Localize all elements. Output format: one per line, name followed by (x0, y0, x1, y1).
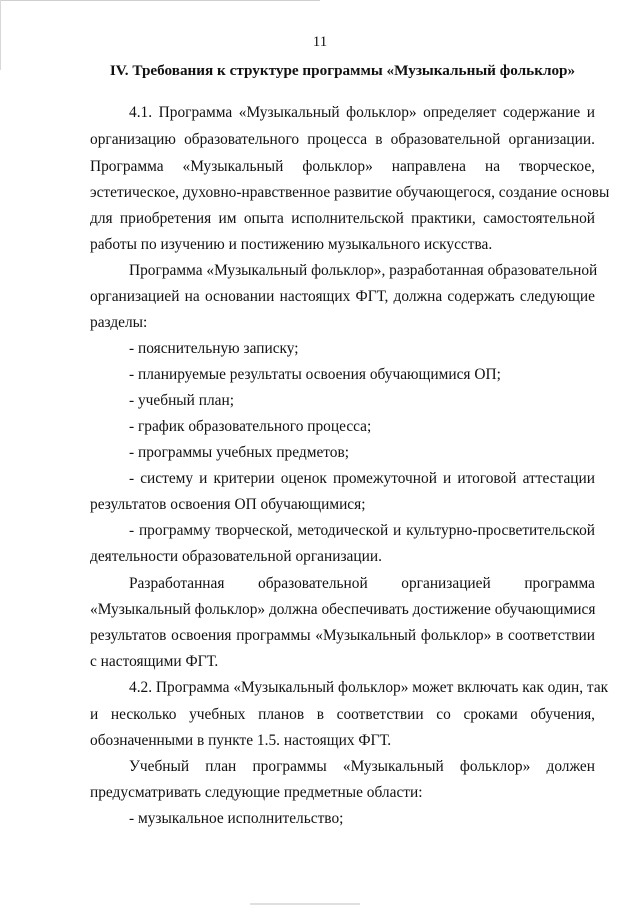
paragraph-line: 4.1. Программа «Музыкальный фольклор» определяет содержание и (129, 104, 595, 121)
paragraph-line: деятельности образовательной организации. (90, 548, 382, 565)
scan-edge-top (0, 0, 320, 1)
list-item: - программы учебных предметов; (129, 444, 350, 461)
paragraph-line: обозначенными в пункте 1.5. настоящих ФГТ. (90, 732, 392, 749)
paragraph-line: и несколько учебных планов в соответствии со сроками обучения, (90, 706, 595, 723)
list-item: - планируемые результаты освоения обучающимися ОП; (129, 366, 501, 383)
paragraph-line: результатов освоения программы «Музыкальный фольклор» в соответствии (90, 627, 595, 644)
paragraph-line: Программа «Музыкальный фольклор» направлена на творческое, (90, 158, 595, 175)
paragraph-line: предусматривать следующие предметные области: (90, 784, 423, 801)
paragraph-line: для приобретения им опыта исполнительской практики, самостоятельной (90, 210, 595, 227)
paragraph-line: 4.2. Программа «Музыкальный фольклор» может включать как один, так (129, 679, 609, 696)
list-item: - учебный план; (129, 392, 234, 409)
paragraph-line: с настоящими ФГТ. (90, 653, 219, 670)
paragraph-line: организацией на основании настоящих ФГТ, должна содержать следующие (90, 288, 595, 305)
section-heading: IV. Требования к структуре программы «Музыкальный фольклор» (109, 62, 576, 79)
paragraph-line: разделы: (90, 314, 148, 331)
paragraph-line: Программа «Музыкальный фольклор», разработанная образовательной (129, 262, 598, 279)
list-item: - пояснительную записку; (129, 340, 299, 357)
paragraph-line: Учебный план программы «Музыкальный фольклор» должен (129, 758, 595, 775)
paragraph-line: «Музыкальный фольклор» должна обеспечивать достижение обучающимися (90, 601, 596, 618)
paragraph-line: работы по изучению и постижению музыкального искусства. (90, 236, 493, 253)
paragraph-line: эстетическое, духовно-нравственное развитие обучающегося, создание основы (90, 184, 610, 201)
list-item: - систему и критерии оценок промежуточной и итоговой аттестации (129, 470, 595, 487)
list-item: - музыкальное исполнительство; (129, 810, 344, 827)
paragraph-line: результатов освоения ОП обучающимися; (90, 496, 366, 513)
list-item: - график образовательного процесса; (129, 418, 372, 435)
page-number: 11 (312, 34, 328, 50)
list-item: - программу творческой, методической и культурно-просветительской (129, 522, 595, 539)
paragraph-line: организацию образовательного процесса в образовательной организации. (90, 131, 595, 148)
paragraph-line: Разработанная образовательной организацией программа (129, 575, 595, 592)
